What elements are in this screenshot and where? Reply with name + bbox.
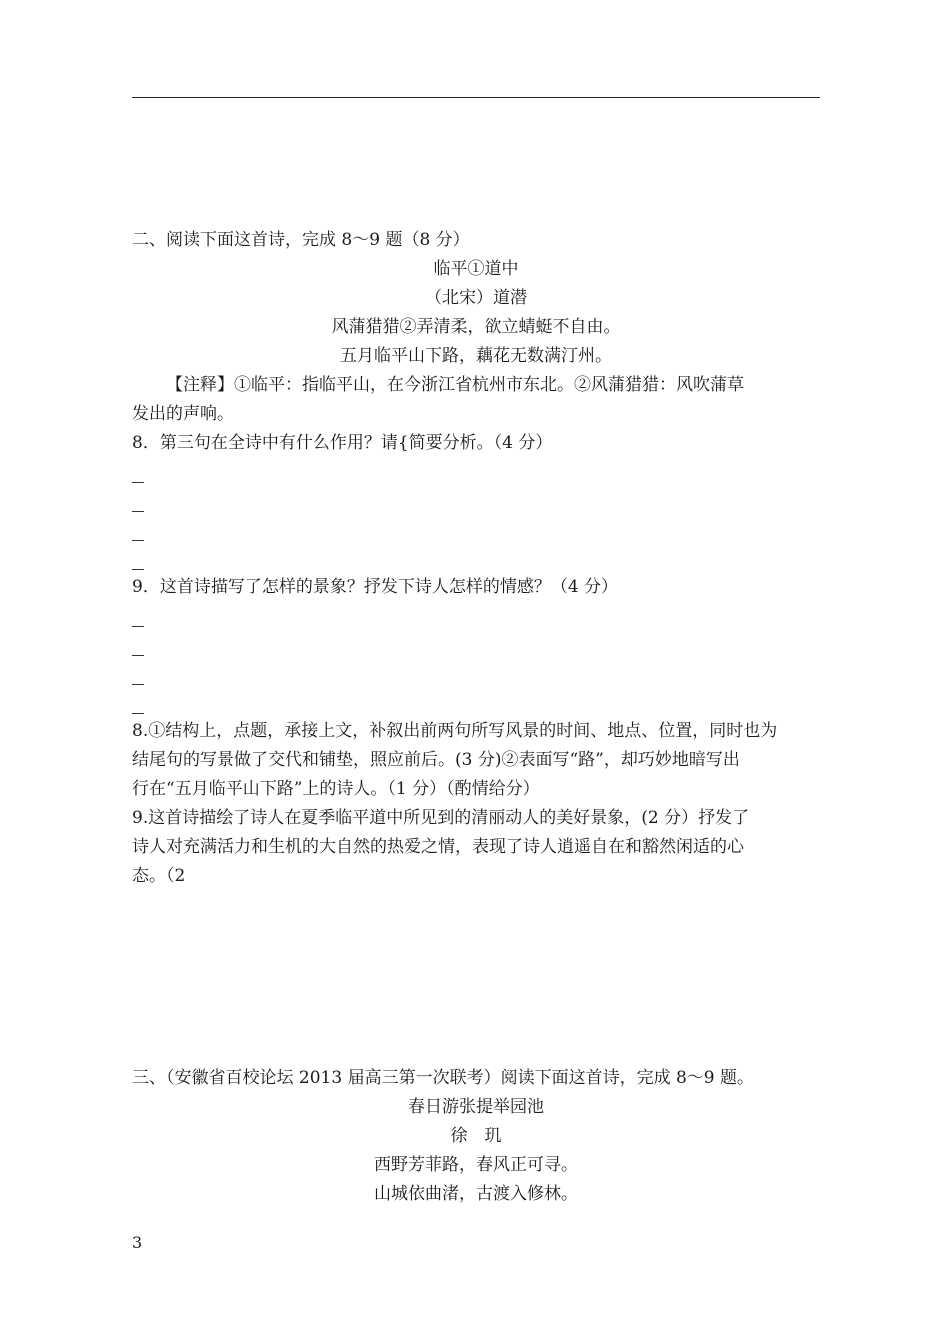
poem2-title: 春日游张提举园池 xyxy=(408,1097,544,1117)
answer-blank-8-4 xyxy=(132,569,144,570)
poem2-author: 徐 玑 xyxy=(450,1126,502,1146)
answer-9-line-1: 9.这首诗描绘了诗人在夏季临平道中所见到的清丽动人的美好景象，(2 分）抒发了 xyxy=(132,808,750,828)
poem1-line-2: 五月临平山下路，藕花无数满汀州。 xyxy=(340,346,612,366)
answer-blank-8-1 xyxy=(132,482,144,483)
answer-9-line-2: 诗人对充满活力和生机的大自然的热爱之情，表现了诗人逍遥自在和豁然闲适的心 xyxy=(132,837,744,857)
section2-heading: 二、阅读下面这首诗，完成 8～9 题（8 分） xyxy=(132,230,470,250)
header-rule xyxy=(132,97,820,98)
poem1-note-line-2: 发出的声响。 xyxy=(132,404,234,424)
poem2-line-2: 山城依曲渚，古渡入修林。 xyxy=(374,1184,578,1204)
section3-heading: 三、（安徽省百校论坛 2013 届高三第一次联考）阅读下面这首诗，完成 8～9 题。 xyxy=(132,1068,755,1088)
answer-blank-8-2 xyxy=(132,511,144,512)
poem1-note-line-1: 【注释】①临平：指临平山，在今浙江省杭州市东北。②风蒲猎猎：风吹蒲草 xyxy=(166,375,744,395)
answer-8-line-3: 行在“五月临平山下路”上的诗人。（1 分）（酌情给分） xyxy=(132,779,540,799)
answer-blank-9-1 xyxy=(132,626,144,627)
question-8: 8．第三句在全诗中有什么作用？请{简要分析。（4 分） xyxy=(132,433,553,453)
poem1-title: 临平①道中 xyxy=(433,259,519,279)
poem1-line-1: 风蒲猎猎②弄清柔，欲立蜻蜓不自由。 xyxy=(331,317,621,337)
answer-blank-9-2 xyxy=(132,655,144,656)
poem1-author: （北宋）道潜 xyxy=(425,288,527,308)
page-number: 3 xyxy=(132,1233,143,1252)
answer-blank-9-3 xyxy=(132,684,144,685)
answer-9-line-3: 态。（2 xyxy=(132,866,186,886)
answer-blank-8-3 xyxy=(132,540,144,541)
question-9: 9．这首诗描写了怎样的景象？抒发下诗人怎样的情感？（4 分） xyxy=(132,577,619,597)
poem2-line-1: 西野芳菲路，春风正可寻。 xyxy=(374,1155,578,1175)
answer-blank-9-4 xyxy=(132,713,144,714)
answer-8-line-1: 8.①结构上，点题，承接上文，补叙出前两句所写风景的时间、地点、位置，同时也为 xyxy=(132,721,778,741)
answer-8-line-2: 结尾句的写景做了交代和铺垫，照应前后。(3 分)②表面写“路”，却巧妙地暗写出 xyxy=(132,750,740,770)
